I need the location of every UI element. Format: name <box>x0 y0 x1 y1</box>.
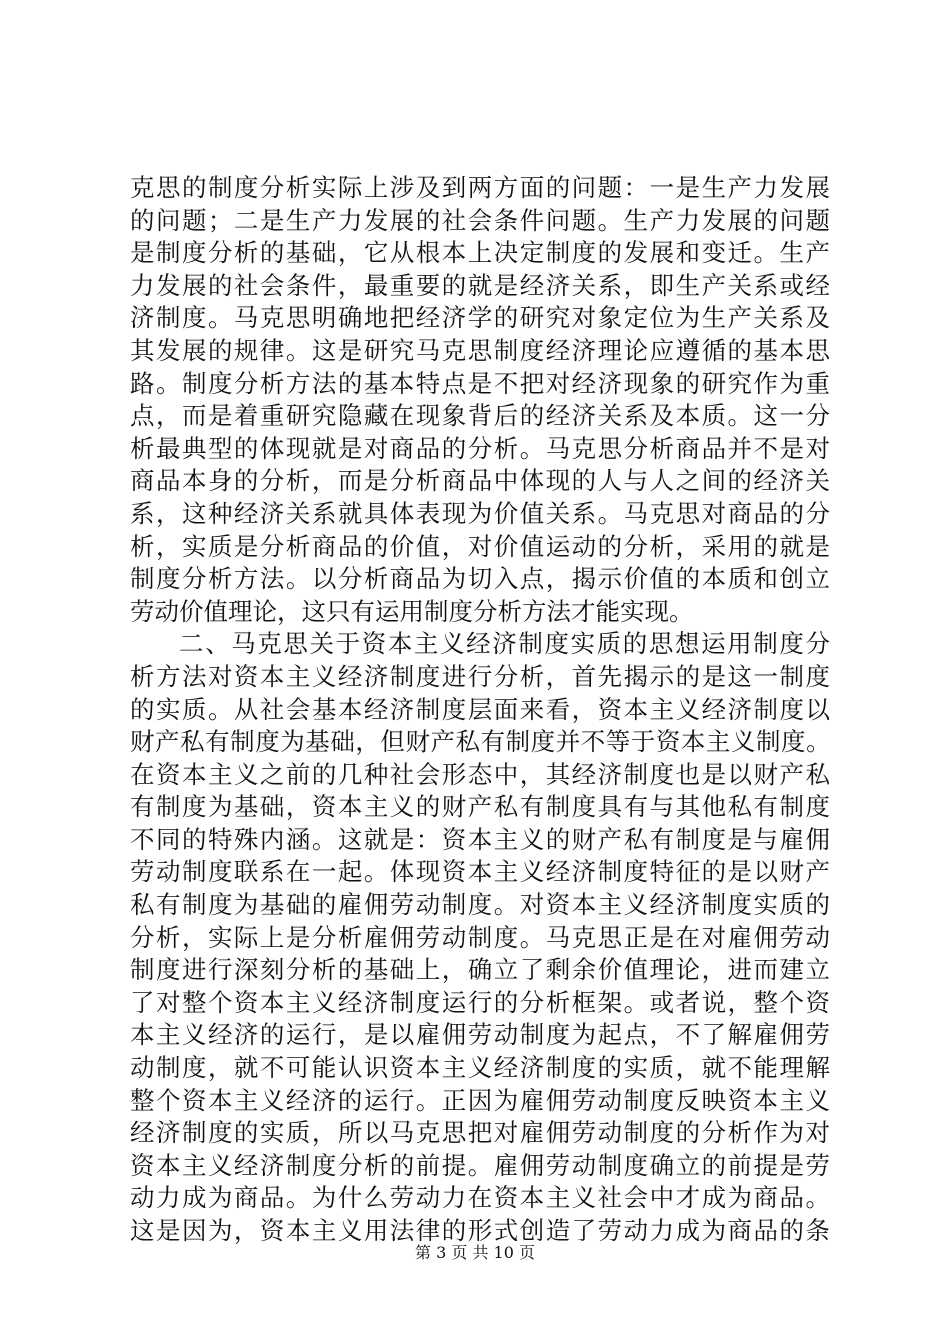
text-line: 析最典型的体现就是对商品的分析。马克思分析商品并不是对 <box>130 433 830 463</box>
text-line: 其发展的规律。这是研究马克思制度经济理论应遵循的基本思 <box>130 335 830 365</box>
page-number-footer: 第 3 页 共 10 页 <box>415 1243 535 1262</box>
text-line: 制度进行深刻分析的基础上，确立了剩余价值理论，进而建立 <box>130 955 830 985</box>
text-line: 这是因为，资本主义用法律的形式创造了劳动力成为商品的条 <box>130 1216 830 1245</box>
text-line: 商品本身的分析，而是分析商品中体现的人与人之间的经济关 <box>130 466 830 496</box>
body-text <box>130 172 830 1248</box>
text-line: 力发展的社会条件，最重要的就是经济关系，即生产关系或经 <box>130 270 830 300</box>
text-line: 在资本主义之前的几种社会形态中，其经济制度也是以财产私 <box>130 759 830 789</box>
text-line: 私有制度为基础的雇佣劳动制度。对资本主义经济制度实质的 <box>130 890 830 920</box>
text-line: 克思的制度分析实际上涉及到两方面的问题：一是生产力发展 <box>130 173 830 202</box>
text-line: 劳动制度联系在一起。体现资本主义经济制度特征的是以财产 <box>130 857 830 887</box>
text-line: 析，实质是分析商品的价值，对价值运动的分析，采用的就是 <box>130 531 830 561</box>
text-line: 了对整个资本主义经济制度运行的分析框架。或者说，整个资 <box>130 987 830 1017</box>
text-line: 资本主义经济制度分析的前提。雇佣劳动制度确立的前提是劳 <box>130 1150 830 1180</box>
text-line: 财产私有制度为基础，但财产私有制度并不等于资本主义制度。 <box>130 727 830 757</box>
text-line: 有制度为基础，资本主义的财产私有制度具有与其他私有制度 <box>130 792 830 822</box>
paragraph-end-line: 劳动价值理论，这只有运用制度分析方法才能实现。 <box>130 596 694 626</box>
text-line: 动力成为商品。为什么劳动力在资本主义社会中才成为商品。 <box>130 1183 830 1213</box>
text-line: 的问题；二是生产力发展的社会条件问题。生产力发展的问题 <box>130 205 830 235</box>
text-line: 系，这种经济关系就具体表现为价值关系。马克思对商品的分 <box>130 498 830 528</box>
section-heading-line: 二、马克思关于资本主义经济制度实质的思想运用制度分 <box>179 629 830 659</box>
text-line: 经济制度的实质，所以马克思把对雇佣劳动制度的分析作为对 <box>130 1118 830 1148</box>
text-line: 动制度，就不可能认识资本主义经济制度的实质，就不能理解 <box>130 1053 830 1083</box>
text-line: 的实质。从社会基本经济制度层面来看，资本主义经济制度以 <box>130 694 830 724</box>
text-line: 分析，实际上是分析雇佣劳动制度。马克思正是在对雇佣劳动 <box>130 922 830 952</box>
text-line: 济制度。马克思明确地把经济学的研究对象定位为生产关系及 <box>130 303 830 333</box>
text-line: 路。制度分析方法的基本特点是不把对经济现象的研究作为重 <box>130 368 830 398</box>
text-line: 制度分析方法。以分析商品为切入点，揭示价值的本质和创立 <box>130 564 830 594</box>
text-line: 本主义经济的运行，是以雇佣劳动制度为起点，不了解雇佣劳 <box>130 1020 830 1050</box>
text-line: 整个资本主义经济的运行。正因为雇佣劳动制度反映资本主义 <box>130 1085 830 1115</box>
text-line: 析方法对资本主义经济制度进行分析，首先揭示的是这一制度 <box>130 661 830 691</box>
text-line: 不同的特殊内涵。这就是：资本主义的财产私有制度是与雇佣 <box>130 824 830 854</box>
text-line: 是制度分析的基础，它从根本上决定制度的发展和变迁。生产 <box>130 238 830 268</box>
text-line: 点，而是着重研究隐藏在现象背后的经济关系及本质。这一分 <box>130 401 830 431</box>
